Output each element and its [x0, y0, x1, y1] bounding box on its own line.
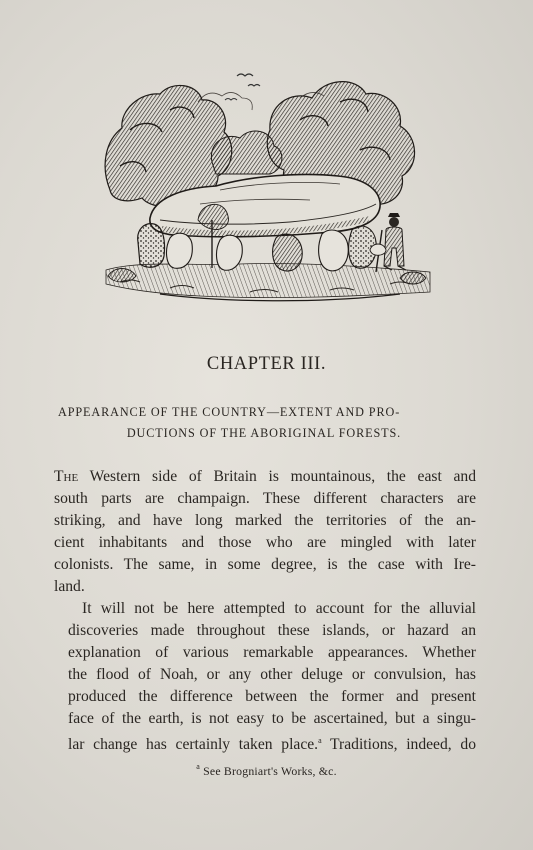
paragraph-1-line-3: striking, and have long marked the territories of the an-	[54, 512, 476, 529]
chapter-title: CHAPTER III.	[206, 354, 327, 374]
paragraph-1-line-2: south parts are champaign. These different characters are	[54, 490, 476, 507]
footnote-text: See Brogniart's Works, &c.	[200, 764, 337, 778]
paragraph-2-line-7-after: Traditions, indeed, do	[321, 736, 476, 753]
paragraph-2-line-6: face of the earth, is not easy to be ascertained, but a singu-	[68, 710, 476, 727]
paragraph-1-line-5: colonists. The same, in some degree, is the case with Ire-	[54, 556, 476, 573]
paragraph-2-line-5: produced the difference between the former and present	[68, 688, 476, 705]
paragraph-1-line-6: land.	[54, 578, 85, 595]
chapter-subtitle	[58, 402, 478, 444]
paragraph-2-line-1: It will not be here attempted to account for the alluvial	[82, 600, 476, 617]
chapter-subtitle-line-1: APPEARANCE OF THE COUNTRY—EXTENT AND PRO-	[58, 405, 401, 419]
chapter-subtitle-line-2: DUCTIONS OF THE ABORIGINAL FORESTS.	[126, 426, 402, 440]
footnote-marker: a	[196, 762, 200, 771]
paragraph-2-line-2: discoveries made throughout these islands, or hazard an	[68, 622, 476, 639]
paragraph-1-line-1	[54, 466, 476, 488]
paragraph-2-line-7-before: lar change has certainly taken place.	[68, 736, 319, 753]
body-text	[54, 466, 476, 756]
paragraph-2-line-3: explanation of various remarkable appearances. Whether	[68, 644, 476, 661]
dolmen-engraving-icon	[100, 70, 435, 308]
paragraph-2-line-7	[54, 730, 476, 756]
footnote-reference-marker[interactable]: a	[318, 736, 322, 745]
paragraph-1	[54, 466, 476, 598]
paragraph-2	[54, 598, 476, 756]
paragraph-1-line-1-text: Western side of Britain is mountainous, the east and	[78, 468, 476, 485]
paragraph-1-line-4: cient inhabitants and those who are mingled with later	[54, 534, 476, 551]
dropcap-word: The	[54, 468, 79, 485]
paragraph-2-line-4: the flood of Noah, or any other deluge or convulsion, has	[68, 666, 476, 683]
footnote	[0, 762, 533, 779]
